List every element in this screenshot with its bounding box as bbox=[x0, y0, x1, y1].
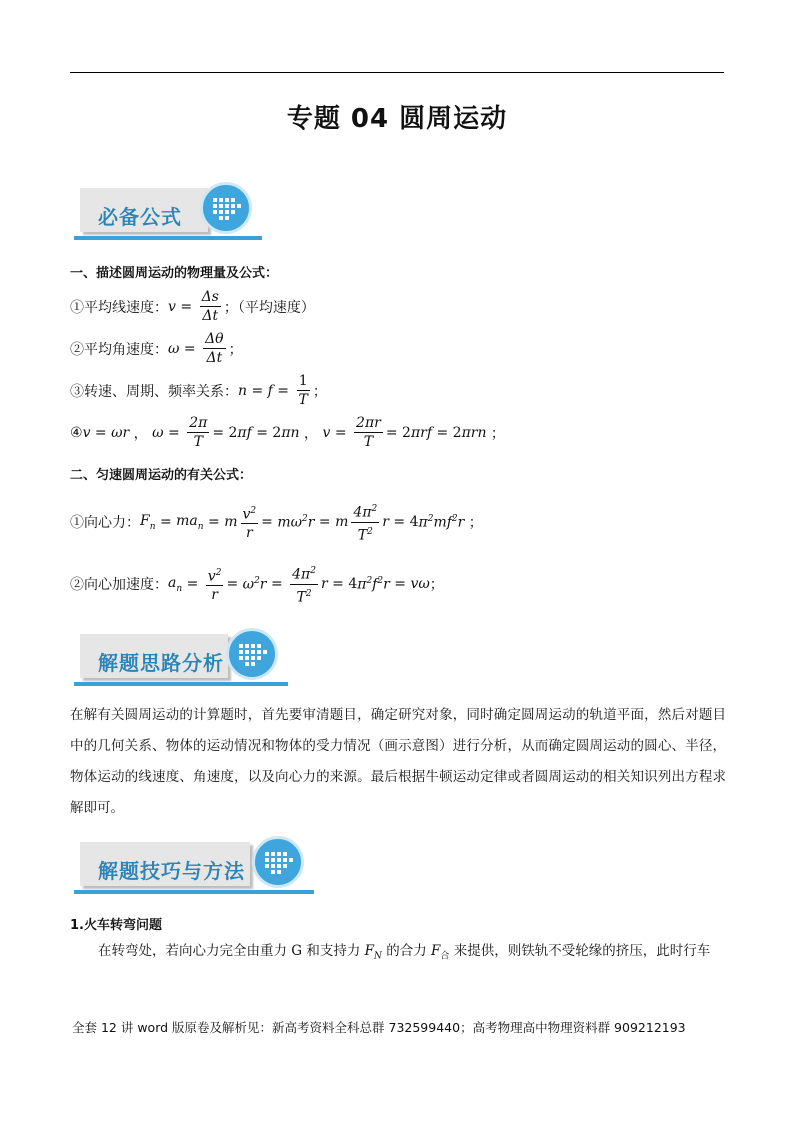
section-banner-label: 解题技巧与方法 bbox=[98, 859, 245, 883]
footer-note: 全套 12 讲 word 版原卷及解析见：新高考资料全科总群 732599440；高考物理高中物理资料群 909212193 bbox=[72, 1020, 686, 1035]
section-banner-label: 必备公式 bbox=[98, 205, 182, 229]
header-rule bbox=[70, 72, 724, 73]
formula-angular-velocity: ②平均角速度： ω = $\frac{\Delta\theta}{\Delta t}$ ； bbox=[70, 331, 243, 366]
section-banner-formulas bbox=[74, 182, 274, 244]
heading-quantities: 一、描述圆周运动的物理量及公式： bbox=[70, 266, 279, 281]
formula-centripetal-force: ①向心力： $F_n$ = $ma_n$ = m $\frac{v^2}{r}$ = $m\omega^2r$ = m $\frac{4\pi^2}{T^2}$ r = 4 $\pi^2mf^2r$ ； bbox=[70, 500, 483, 544]
heading-uniform: 二、匀速圆周运动的有关公式： bbox=[70, 468, 253, 483]
formula-centripetal-acceleration: ②向心加速度： $a_n$ = $\frac{v^2}{r}$ = $\omega^2r$ = $\frac{4\pi^2}{T^2}$ r = 4 $\pi^2f^2r$ = vω ； bbox=[70, 562, 444, 606]
page-title: 专题 04 圆周运动 bbox=[286, 104, 508, 134]
section-banner-analysis bbox=[74, 628, 304, 690]
dot-grid-icon bbox=[200, 182, 252, 234]
formula-linear-velocity: ①平均线速度： v = $\frac{\Delta s}{\Delta t}$ ；（平均速度） bbox=[70, 289, 315, 324]
section-banner-techniques bbox=[74, 836, 324, 898]
formula-period-frequency: ③转速、周期、频率关系： n = f = $\frac{1}{T}$ ； bbox=[70, 373, 327, 408]
analysis-paragraph: 在解有关圆周运动的计算题时，首先要审清题目，确定研究对象，同时确定圆周运动的轨道平面，然后对题目中的几何关系、物体的运动情况和物体的受力情况（画示意图）进行分析，从而确定圆周运动的圆心、半径，物体运动的线速度、角速度，以及向心力的来源。最后根据牛顿运动定律或者圆周运动的相关知识列出方程求解即可。 bbox=[70, 707, 726, 816]
section-banner-label: 解题思路分析 bbox=[98, 651, 224, 675]
formula-relations: ④ v = ωr ， ω = $\frac{2\pi}{T}$ = 2 πf = 2 πn ， v = $\frac{2\pi r}{T}$ = 2 πrf = 2 πrn ； bbox=[70, 415, 505, 450]
heading-train-turn: 1.火车转弯问题 bbox=[70, 918, 162, 933]
train-turn-paragraph: 在转弯处，若向心力完全由重力 G 和支持力 $F_N$ 的合力 $F_合$ 来提供，则铁轨不受轮缘的挤压，此时行车 bbox=[98, 943, 711, 962]
dot-grid-icon bbox=[252, 836, 304, 888]
dot-grid-icon bbox=[226, 628, 278, 680]
